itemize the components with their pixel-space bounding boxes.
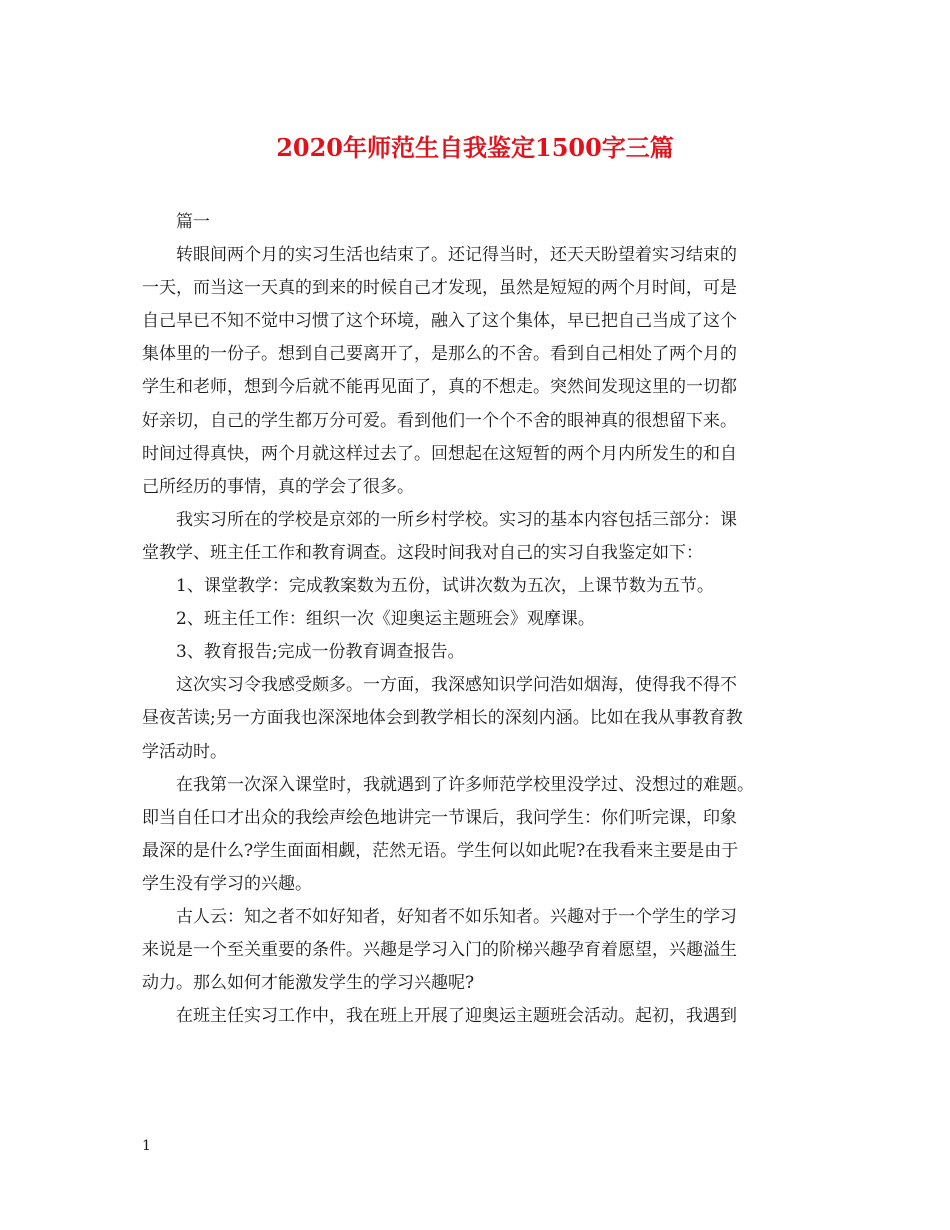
text-line: 好亲切，自己的学生都万分可爱。看到他们一个个不舍的眼神真的很想留下来。 bbox=[142, 410, 737, 431]
text-line: 学活动时。 bbox=[142, 741, 227, 762]
text-line: 3、教育报告;完成一份教育调查报告。 bbox=[176, 642, 465, 663]
text-line: 篇一 bbox=[176, 212, 210, 232]
text-line: 在班主任实习工作中，我在班上开展了迎奥运主题班会活动。起初，我遇到 bbox=[176, 1006, 737, 1027]
text-line: 在我第一次深入课堂时，我就遇到了许多师范学校里没学过、没想过的难题。 bbox=[176, 774, 754, 795]
text-line: 一天，而当这一天真的到来的时候自己才发现，虽然是短短的两个月时间，可是 bbox=[142, 278, 737, 299]
text-line: 古人云：知之者不如好知者，好知者不如乐知者。兴趣对于一个学生的学习 bbox=[176, 906, 737, 927]
text-line: 即当自任口才出众的我绘声绘色地讲完一节课后，我问学生：你们听完课，印象 bbox=[142, 807, 737, 828]
text-line: 1、课堂教学：完成教案数为五份，试讲次数为五次，上课节数为五节。 bbox=[176, 576, 714, 597]
text-line: 这次实习令我感受颇多。一方面，我深感知识学问浩如烟海，使得我不得不 bbox=[176, 675, 737, 696]
text-line: 转眼间两个月的实习生活也结束了。还记得当时，还天天盼望着实习结束的 bbox=[176, 245, 737, 266]
text-line: 堂教学、班主任工作和教育调查。这段时间我对自己的实习自我鉴定如下： bbox=[142, 542, 703, 563]
text-line: 己所经历的事情，真的学会了很多。 bbox=[142, 476, 414, 497]
text-line: 来说是一个至关重要的条件。兴趣是学习入门的阶梯兴趣孕育着愿望，兴趣溢生 bbox=[142, 940, 737, 961]
text-line: 自己早已不知不觉中习惯了这个环境，融入了这个集体，早已把自己当成了这个 bbox=[142, 311, 737, 332]
text-line: 2、班主任工作：组织一次《迎奥运主题班会》观摩课。 bbox=[176, 609, 595, 630]
text-line: 集体里的一份子。想到自己要离开了，是那么的不舍。看到自己相处了两个月的 bbox=[142, 344, 737, 365]
page-number: 1 bbox=[142, 1138, 151, 1154]
text-line: 学生和老师，想到今后就不能再见面了，真的不想走。突然间发现这里的一切都 bbox=[142, 377, 737, 398]
text-line: 最深的是什么?学生面面相觑，茫然无语。学生何以如此呢?在我看来主要是由于 bbox=[142, 840, 739, 861]
document-title: 2020年师范生自我鉴定1500字三篇 bbox=[276, 133, 674, 162]
text-line: 动力。那么如何才能激发学生的学习兴趣呢? bbox=[142, 973, 475, 994]
text-line: 我实习所在的学校是京郊的一所乡村学校。实习的基本内容包括三部分：课 bbox=[176, 509, 737, 530]
document-body bbox=[142, 206, 832, 1033]
text-line: 时间过得真快，两个月就这样过去了。回想起在这短暂的两个月内所发生的和自 bbox=[142, 443, 737, 464]
text-line: 学生没有学习的兴趣。 bbox=[142, 873, 312, 894]
text-line: 昼夜苦读;另一方面我也深深地体会到教学相长的深刻内涵。比如在我从事教育教 bbox=[142, 708, 743, 729]
